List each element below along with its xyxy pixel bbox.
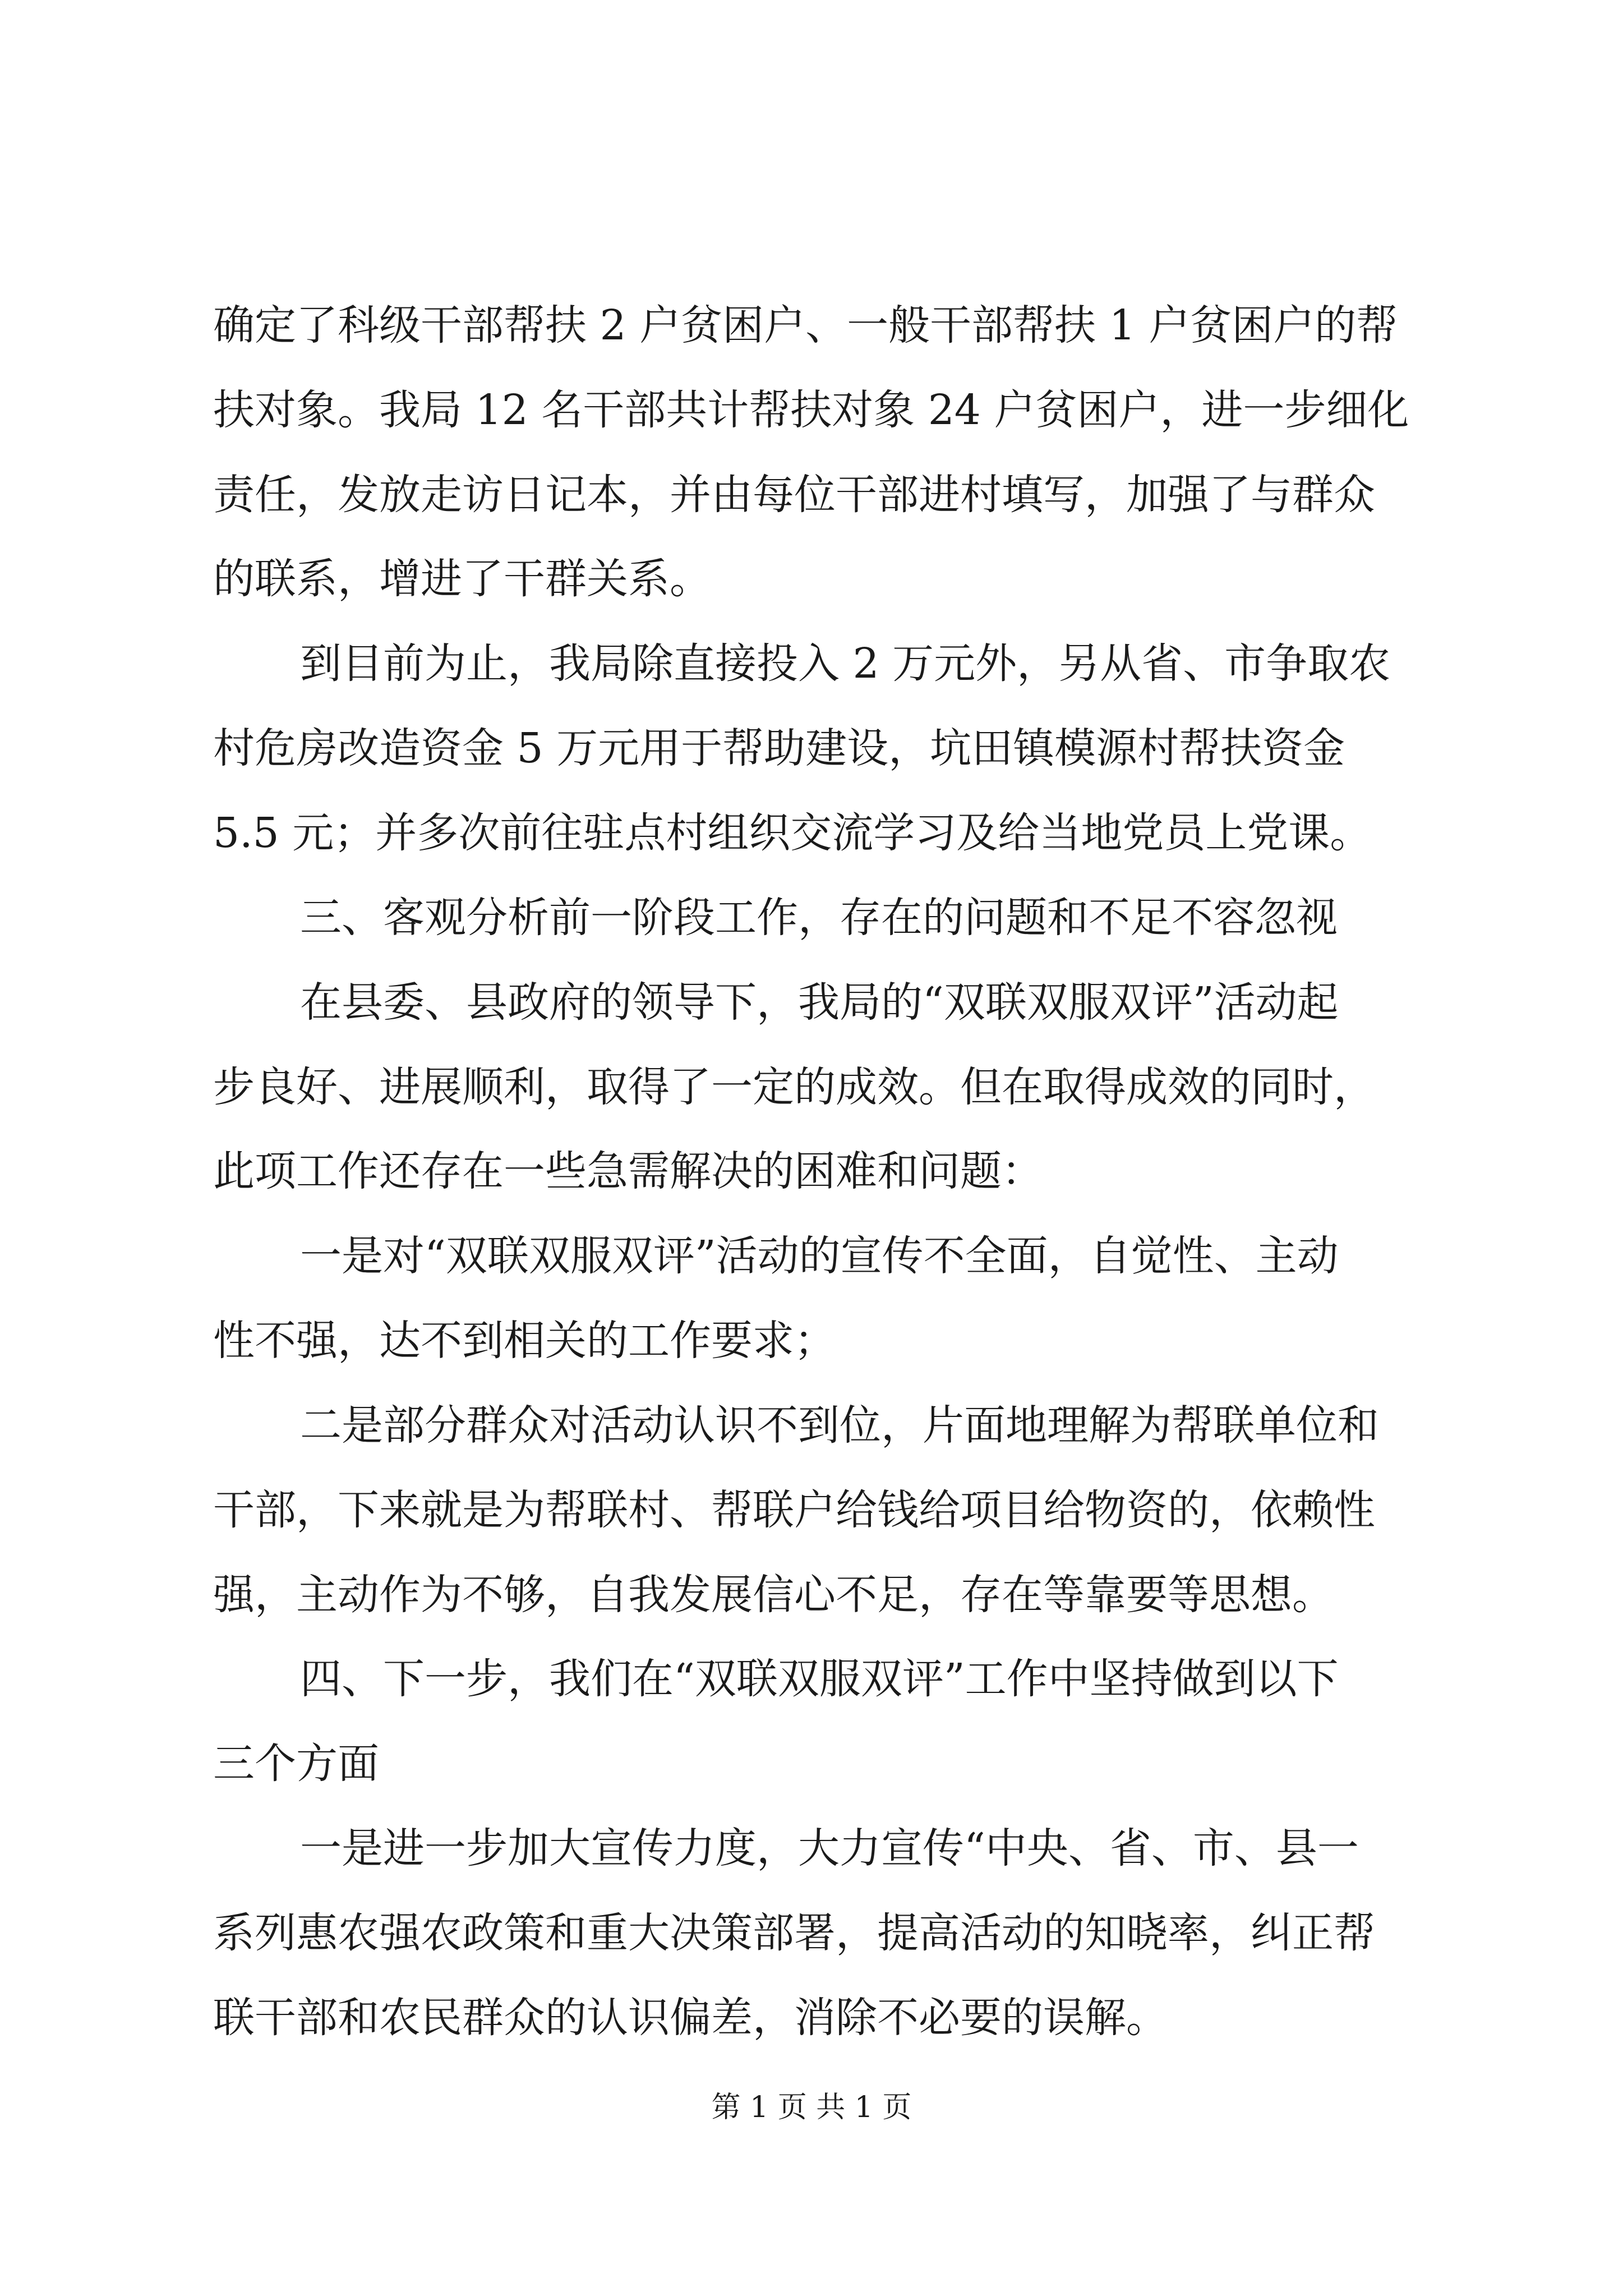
section-heading: 四、下一步，我们在“双联双服双评”工作中坚持做到以下 — [300, 1655, 1339, 1703]
body-text-line: 责任，发放走访日记本，并由每位干部进村填写，加强了与群众 — [213, 471, 1375, 519]
body-text-line: 步良好、进展顺利，取得了一定的成效。但在取得成效的同时， — [213, 1063, 1375, 1111]
paragraph-first-line: 一是对“双联双服双评”活动的宣传不全面，自觉性、主动 — [300, 1232, 1339, 1280]
section-heading-continued: 三个方面 — [213, 1740, 379, 1788]
body-text-line: 联干部和农民群众的认识偏差，消除不必要的误解。 — [213, 1994, 1168, 2042]
page-footer: 第 1 页 共 1 页 — [711, 2091, 912, 2124]
body-text-line: 性不强，达不到相关的工作要求； — [213, 1317, 836, 1365]
body-text-line: 5.5 元；并多次前往驻点村组织交流学习及给当地党员上党课。 — [213, 809, 1372, 857]
section-heading: 三、客观分析前一阶段工作，存在的问题和不足不容忽视 — [300, 894, 1338, 942]
body-text-line: 扶对象。我局 12 名干部共计帮扶对象 24 户贫困户，进一步细化 — [213, 386, 1409, 434]
body-text-line: 的联系，增进了干群关系。 — [213, 555, 711, 603]
paragraph-first-line: 到目前为止，我局除直接投入 2 万元外，另从省、市争取农 — [300, 639, 1391, 688]
body-text-line: 确定了科级干部帮扶 2 户贫困户、一般干部帮扶 1 户贫困户的帮 — [213, 301, 1398, 349]
body-text-line: 干部，下来就是为帮联村、帮联户给钱给项目给物资的，依赖性 — [213, 1486, 1375, 1534]
paragraph-first-line: 二是部分群众对活动认识不到位，片面地理解为帮联单位和 — [300, 1401, 1379, 1450]
body-text-line: 村危房改造资金 5 万元用于帮助建设，坑田镇模源村帮扶资金 — [213, 724, 1345, 772]
paragraph-first-line: 在县委、县政府的领导下，我局的“双联双服双评”活动起 — [300, 978, 1339, 1027]
body-text-line: 系列惠农强农政策和重大决策部署，提高活动的知晓率，纠正帮 — [213, 1909, 1375, 1957]
paragraph-first-line: 一是进一步加大宣传力度，大力宣传“中央、省、市、县一 — [300, 1824, 1359, 1872]
body-text-line: 强，主动作为不够，自我发展信心不足，存在等靠要等思想。 — [213, 1571, 1334, 1619]
body-text-line: 此项工作还存在一些急需解决的困难和问题： — [213, 1147, 1043, 1195]
